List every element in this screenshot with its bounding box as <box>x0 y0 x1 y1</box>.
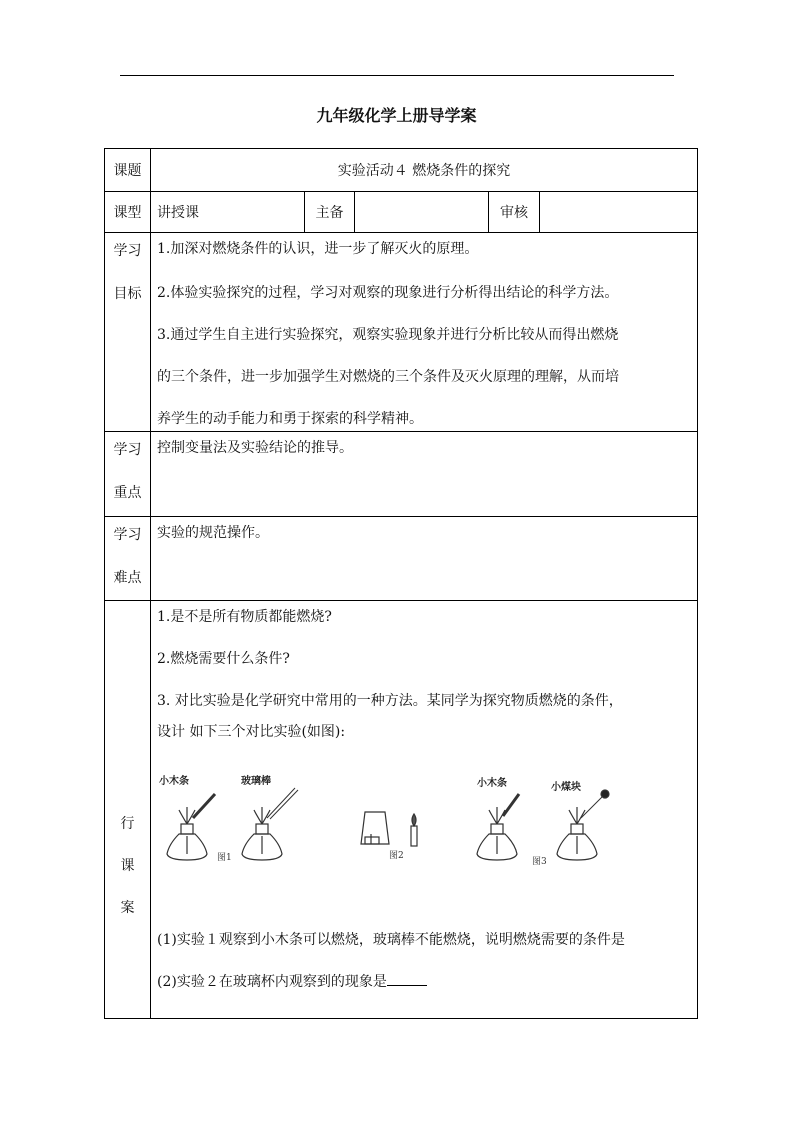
question-3-cont: 设计 如下三个对比实验(如图): <box>157 724 346 740</box>
goal-item-2: 2.体验实验探究的过程，学习对观察的现象进行分析得出结论的科学方法。 <box>157 285 619 301</box>
difficult-points-label: 学习 难点 <box>105 517 151 601</box>
learning-goals-content <box>151 233 698 432</box>
lesson-case-row <box>105 601 698 1019</box>
figure-3-caption: 图3 <box>532 857 547 867</box>
lead-teacher-label: 主备 <box>305 192 355 233</box>
label-coal: 小煤块 <box>551 782 581 793</box>
header-rule <box>120 75 674 76</box>
question-1: 1.是不是所有物质都能燃烧? <box>157 609 332 625</box>
lesson-type-value: 讲授课 <box>151 192 305 233</box>
lesson-type-label: 课型 <box>105 192 151 233</box>
reviewer-label: 审核 <box>489 192 540 233</box>
topic-row <box>105 149 698 192</box>
figure-2-caption: 图2 <box>389 851 404 861</box>
learning-goals-row <box>105 233 698 432</box>
sub-question-2: (2)实验２在玻璃杯内观察到的现象是 <box>157 970 427 994</box>
key-points-row <box>105 432 698 517</box>
topic-label: 课题 <box>105 149 151 192</box>
lead-teacher-value <box>355 192 489 233</box>
sub-question-1: (1)实验１观察到小木条可以燃烧，玻璃棒不能燃烧，说明燃烧需要的条件是 <box>157 932 625 948</box>
label-wood-stick: 小木条 <box>159 776 189 787</box>
goal-item-1: 1.加深对燃烧条件的认识，进一步了解灭火的原理。 <box>157 241 479 257</box>
goal-item-3: 3.通过学生自主进行实验探究，观察实验现象并进行分析比较从而得出燃烧 <box>157 327 619 343</box>
experiment-figure <box>157 774 697 879</box>
lesson-case-content <box>151 601 698 1019</box>
question-3: 3. 对比实验是化学研究中常用的一种方法。某同学为探究物质燃烧的条件， <box>157 693 623 709</box>
question-2: 2.燃烧需要什么条件? <box>157 651 290 667</box>
goal-item-3-cont: 的三个条件，进一步加强学生对燃烧的三个条件及灭火原理的理解，从而培 <box>157 369 619 385</box>
figure-1-caption: 图1 <box>217 853 232 863</box>
answer-blank[interactable] <box>387 971 427 986</box>
label-wood-stick-3: 小木条 <box>477 778 507 789</box>
lesson-plan-table <box>104 148 698 1019</box>
figure-2 <box>361 812 417 846</box>
document-title: 九年级化学上册导学案 <box>316 106 477 125</box>
learning-goals-label: 学习 目标 <box>105 233 151 432</box>
reviewer-value <box>540 192 698 233</box>
topic-value: 实验活动４ 燃烧条件的探究 <box>151 149 698 192</box>
difficult-points-row <box>105 517 698 601</box>
difficult-points-content: 实验的规范操作。 <box>151 517 698 601</box>
lesson-case-label: 行 课 案 <box>105 601 151 1019</box>
key-points-content: 控制变量法及实验结论的推导。 <box>151 432 698 517</box>
lesson-type-row <box>105 192 698 233</box>
label-glass-rod: 玻璃棒 <box>241 776 271 787</box>
figure-1 <box>167 788 298 860</box>
key-points-label: 学习 重点 <box>105 432 151 517</box>
figure-3 <box>477 790 609 860</box>
goal-item-3-end: 养学生的动手能力和勇于探索的科学精神。 <box>157 411 423 427</box>
